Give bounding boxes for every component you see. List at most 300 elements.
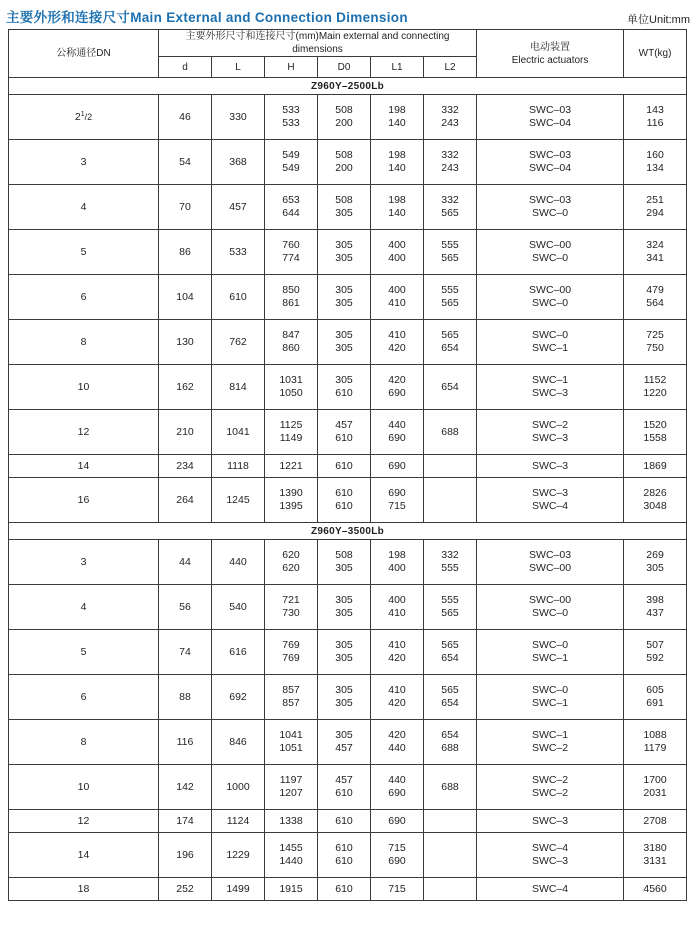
table-row: [9, 810, 687, 833]
cell-h: [265, 765, 318, 810]
cell-h-line: 850: [282, 284, 300, 296]
cell-d0-line: 305: [335, 562, 353, 574]
cell-act-line: SWC–0: [531, 607, 569, 619]
cell-l2: [424, 585, 477, 630]
cell-L: 533: [212, 230, 265, 275]
cell-l1-line: 420: [388, 729, 406, 741]
cell-wt-line: 750: [646, 342, 664, 354]
cell-wt: [624, 765, 687, 810]
cell-dn: [9, 140, 159, 185]
cell-h: [265, 675, 318, 720]
cell-act: [477, 95, 624, 140]
dn-value: 3: [80, 155, 87, 168]
cell-wt-line: 2708: [643, 814, 667, 827]
cell-l2-line: 565: [441, 329, 459, 341]
cell-act-line: SWC–0: [531, 329, 569, 341]
cell-l1: [371, 320, 424, 365]
cell-d: 46: [159, 95, 212, 140]
header-actuator-en: Electric actuators: [511, 54, 589, 66]
dn-value: 4: [80, 600, 87, 613]
cell-l1: [371, 765, 424, 810]
cell-l1-line: 715: [388, 500, 406, 512]
cell-h-line: 1207: [279, 787, 303, 799]
cell-act-line: SWC–1: [531, 652, 569, 664]
cell-l1-line: 400: [388, 239, 406, 251]
cell-h-line: 721: [282, 594, 300, 606]
cell-act: [477, 365, 624, 410]
cell-d: 88: [159, 675, 212, 720]
cell-h: [265, 365, 318, 410]
cell-l2: [424, 478, 477, 523]
cell-h-line: 1041: [279, 729, 303, 741]
cell-d: 142: [159, 765, 212, 810]
cell-h-line: 760: [282, 239, 300, 251]
cell-wt-line: 160: [646, 149, 664, 161]
cell-d0-line: 610: [335, 432, 353, 444]
cell-d0-line: 457: [335, 774, 353, 786]
cell-act-line: SWC–03: [529, 149, 572, 161]
cell-d0: [318, 95, 371, 140]
cell-l1: [371, 878, 424, 901]
cell-l2: [424, 275, 477, 320]
cell-act-line: SWC–3: [531, 387, 569, 399]
cell-dn: [9, 230, 159, 275]
cell-L: 814: [212, 365, 265, 410]
cell-wt-line: 691: [646, 697, 664, 709]
cell-l2-line: 654: [441, 342, 459, 354]
cell-L: 692: [212, 675, 265, 720]
cell-wt-line: 1520: [643, 419, 667, 431]
cell-h: [265, 720, 318, 765]
cell-wt: [624, 540, 687, 585]
cell-d0-line: 610: [335, 487, 353, 499]
cell-l1-line: 410: [388, 607, 406, 619]
cell-l1-line: 690: [388, 855, 406, 867]
cell-dn: [9, 765, 159, 810]
cell-l2-line: 565: [441, 684, 459, 696]
cell-d0-line: 305: [335, 652, 353, 664]
cell-l2-line: 688: [441, 425, 459, 438]
cell-wt: [624, 410, 687, 455]
cell-d0-line: 305: [335, 207, 353, 219]
cell-h: [265, 95, 318, 140]
cell-d: 86: [159, 230, 212, 275]
cell-h: [265, 185, 318, 230]
cell-d: 44: [159, 540, 212, 585]
dn-value: 8: [80, 735, 87, 748]
cell-d0: [318, 540, 371, 585]
cell-l1-line: 198: [388, 104, 406, 116]
table-row: [9, 185, 687, 230]
cell-d0-line: 610: [335, 814, 353, 827]
unit-label: 单位Unit:mm: [627, 14, 690, 26]
cell-l2: [424, 675, 477, 720]
cell-L: 457: [212, 185, 265, 230]
table-row: [9, 140, 687, 185]
cell-dn: [9, 410, 159, 455]
cell-h-line: 1915: [279, 882, 303, 895]
cell-l1-line: 410: [388, 684, 406, 696]
cell-l1-line: 140: [388, 207, 406, 219]
cell-l2-line: 565: [441, 252, 459, 264]
cell-act-line: SWC–2: [531, 419, 569, 431]
cell-l2: [424, 630, 477, 675]
cell-h-line: 730: [282, 607, 300, 619]
cell-h-line: 769: [282, 639, 300, 651]
dn-value: 6: [80, 690, 87, 703]
cell-act-line: SWC–0: [531, 639, 569, 651]
cell-h-line: 1125: [279, 419, 303, 431]
cell-d0: [318, 365, 371, 410]
cell-d0-line: 305: [335, 297, 353, 309]
cell-l1-line: 400: [388, 562, 406, 574]
cell-L: 1499: [212, 878, 265, 901]
cell-dn: [9, 275, 159, 320]
cell-l1-line: 410: [388, 329, 406, 341]
dn-value: 18: [77, 882, 90, 895]
cell-l1-line: 400: [388, 284, 406, 296]
cell-d: 74: [159, 630, 212, 675]
cell-wt-line: 269: [646, 549, 664, 561]
cell-act-line: SWC–4: [531, 842, 569, 854]
cell-wt-line: 1152: [643, 374, 667, 386]
cell-h-line: 857: [282, 684, 300, 696]
dn-value: 8: [80, 335, 87, 348]
cell-h-line: 1455: [279, 842, 303, 854]
cell-d0-line: 610: [335, 459, 353, 472]
cell-dn: [9, 185, 159, 230]
cell-h-line: 1390: [279, 487, 303, 499]
cell-wt: [624, 95, 687, 140]
cell-act: [477, 410, 624, 455]
cell-L: 610: [212, 275, 265, 320]
cell-d0-line: 305: [335, 239, 353, 251]
cell-d0-line: 305: [335, 729, 353, 741]
cell-d0: [318, 810, 371, 833]
cell-d0-line: 610: [335, 500, 353, 512]
cell-h-line: 620: [282, 562, 300, 574]
cell-d0-line: 305: [335, 594, 353, 606]
cell-h-line: 533: [282, 104, 300, 116]
table-row: [9, 455, 687, 478]
cell-l2: [424, 95, 477, 140]
cell-l2-line: 332: [441, 104, 459, 116]
cell-act-line: SWC–00: [529, 284, 572, 296]
dn-value: 14: [77, 848, 90, 861]
cell-wt: [624, 275, 687, 320]
cell-d: 264: [159, 478, 212, 523]
cell-act: [477, 878, 624, 901]
cell-d0-line: 610: [335, 855, 353, 867]
cell-wt-line: 305: [646, 562, 664, 574]
cell-h-line: 861: [282, 297, 300, 309]
cell-act-line: SWC–1: [531, 342, 569, 354]
cell-l2-line: 332: [441, 149, 459, 161]
cell-h: [265, 320, 318, 365]
table-row: [9, 630, 687, 675]
cell-h-line: 620: [282, 549, 300, 561]
cell-l1: [371, 140, 424, 185]
cell-wt-line: 2031: [643, 787, 667, 799]
cell-d: 130: [159, 320, 212, 365]
cell-wt-line: 324: [646, 239, 664, 251]
cell-l1-line: 410: [388, 297, 406, 309]
cell-l1-line: 140: [388, 162, 406, 174]
cell-wt-line: 1700: [643, 774, 667, 786]
cell-dn: [9, 878, 159, 901]
cell-wt: [624, 230, 687, 275]
dn-value: 12: [77, 425, 90, 438]
cell-d0-line: 457: [335, 742, 353, 754]
table-row: [9, 478, 687, 523]
dimension-table: [8, 29, 687, 901]
header-L1: L1: [371, 57, 424, 78]
cell-act-line: SWC–4: [531, 500, 569, 512]
cell-act: [477, 185, 624, 230]
cell-act-line: SWC–3: [531, 855, 569, 867]
cell-l2-line: 565: [441, 207, 459, 219]
table-row: [9, 95, 687, 140]
cell-h-line: 533: [282, 117, 300, 129]
cell-l1: [371, 410, 424, 455]
cell-l2: [424, 810, 477, 833]
dn-value: 14: [77, 459, 90, 472]
cell-wt: [624, 455, 687, 478]
cell-l1: [371, 675, 424, 720]
cell-act-line: SWC–0: [531, 297, 569, 309]
cell-wt: [624, 478, 687, 523]
cell-d0-line: 508: [335, 149, 353, 161]
cell-act-line: SWC–2: [531, 774, 569, 786]
cell-d0-line: 508: [335, 194, 353, 206]
cell-act-line: SWC–03: [529, 549, 572, 561]
cell-l1-line: 400: [388, 594, 406, 606]
cell-act: [477, 675, 624, 720]
dn-value: 10: [77, 380, 90, 393]
table-body: [9, 78, 687, 901]
cell-act: [477, 455, 624, 478]
cell-L: 762: [212, 320, 265, 365]
cell-act: [477, 765, 624, 810]
cell-wt: [624, 833, 687, 878]
section-row: [9, 78, 687, 95]
cell-l1-line: 690: [388, 387, 406, 399]
cell-l1-line: 715: [388, 882, 406, 895]
cell-h-line: 1440: [279, 855, 303, 867]
cell-l1: [371, 585, 424, 630]
cell-act-line: SWC–3: [531, 459, 569, 472]
cell-act-line: SWC–2: [531, 787, 569, 799]
cell-l1-line: 420: [388, 342, 406, 354]
cell-l1: [371, 478, 424, 523]
cell-act-line: SWC–04: [529, 117, 572, 129]
cell-wt-line: 116: [646, 117, 664, 129]
cell-wt: [624, 365, 687, 410]
cell-h-line: 644: [282, 207, 300, 219]
cell-d0: [318, 410, 371, 455]
cell-h-line: 1149: [279, 432, 303, 444]
cell-d0-line: 305: [335, 639, 353, 651]
cell-l1: [371, 230, 424, 275]
cell-l1-line: 410: [388, 639, 406, 651]
cell-d: 234: [159, 455, 212, 478]
cell-l2-line: 688: [441, 780, 459, 793]
cell-d0-line: 610: [335, 387, 353, 399]
cell-dn: [9, 95, 159, 140]
cell-d0-line: 305: [335, 342, 353, 354]
cell-l2-line: 555: [441, 562, 459, 574]
cell-wt: [624, 140, 687, 185]
header-wt: WT(kg): [624, 30, 687, 78]
section-row: [9, 523, 687, 540]
cell-wt-line: 725: [646, 329, 664, 341]
cell-dn: [9, 540, 159, 585]
cell-h: [265, 630, 318, 675]
header-d: d: [159, 57, 212, 78]
cell-l2: [424, 365, 477, 410]
cell-l1-line: 420: [388, 697, 406, 709]
cell-act: [477, 320, 624, 365]
cell-wt-line: 1088: [643, 729, 667, 741]
dn-value: 6: [80, 290, 87, 303]
cell-wt-line: 2826: [643, 487, 667, 499]
cell-dn: [9, 478, 159, 523]
cell-l1-line: 420: [388, 652, 406, 664]
cell-wt-line: 341: [646, 252, 664, 264]
header-dn: 公称通径DN: [9, 30, 159, 78]
cell-act: [477, 720, 624, 765]
cell-wt-line: 3048: [643, 500, 667, 512]
cell-wt-line: 479: [646, 284, 664, 296]
cell-d0: [318, 230, 371, 275]
cell-wt: [624, 810, 687, 833]
cell-act-line: SWC–04: [529, 162, 572, 174]
cell-l1-line: 198: [388, 194, 406, 206]
cell-wt: [624, 720, 687, 765]
cell-act-line: SWC–0: [531, 684, 569, 696]
cell-l1: [371, 810, 424, 833]
cell-d0: [318, 585, 371, 630]
cell-wt-line: 564: [646, 297, 664, 309]
cell-l2-line: 654: [441, 697, 459, 709]
cell-l1-line: 715: [388, 842, 406, 854]
cell-l2: [424, 410, 477, 455]
cell-act-line: SWC–00: [529, 239, 572, 251]
cell-h-line: 857: [282, 697, 300, 709]
header-H: H: [265, 57, 318, 78]
cell-h: [265, 140, 318, 185]
cell-wt-line: 605: [646, 684, 664, 696]
cell-d0: [318, 720, 371, 765]
cell-dn: [9, 810, 159, 833]
cell-l2-line: 565: [441, 639, 459, 651]
cell-l1: [371, 833, 424, 878]
cell-d0: [318, 275, 371, 320]
cell-l2-line: 654: [441, 380, 459, 393]
cell-l2-line: 654: [441, 729, 459, 741]
header-actuator-cn: 电动装置: [530, 41, 571, 53]
cell-d0-line: 457: [335, 419, 353, 431]
cell-l2-line: 243: [441, 162, 459, 174]
cell-act: [477, 275, 624, 320]
cell-L: 846: [212, 720, 265, 765]
cell-d0-line: 305: [335, 374, 353, 386]
cell-l1-line: 440: [388, 419, 406, 431]
table-row: [9, 833, 687, 878]
cell-L: 1245: [212, 478, 265, 523]
dn-value: 4: [80, 200, 87, 213]
cell-act: [477, 585, 624, 630]
cell-d: 162: [159, 365, 212, 410]
cell-wt-line: 1179: [643, 742, 667, 754]
table-row: [9, 540, 687, 585]
cell-d0-line: 305: [335, 607, 353, 619]
cell-l1: [371, 540, 424, 585]
cell-l1-line: 690: [388, 487, 406, 499]
cell-L: 1229: [212, 833, 265, 878]
cell-wt: [624, 585, 687, 630]
table-row: [9, 878, 687, 901]
cell-h: [265, 410, 318, 455]
cell-wt: [624, 185, 687, 230]
cell-act: [477, 833, 624, 878]
cell-d0: [318, 320, 371, 365]
cell-l2-line: 654: [441, 652, 459, 664]
cell-L: 368: [212, 140, 265, 185]
cell-wt: [624, 320, 687, 365]
cell-l2: [424, 185, 477, 230]
cell-l1: [371, 185, 424, 230]
cell-L: 1000: [212, 765, 265, 810]
cell-act-line: SWC–4: [531, 882, 569, 895]
cell-wt-line: 134: [646, 162, 664, 174]
header-L: L: [212, 57, 265, 78]
cell-act-line: SWC–1: [531, 374, 569, 386]
cell-L: 540: [212, 585, 265, 630]
cell-d: 196: [159, 833, 212, 878]
dn-value: 5: [80, 245, 87, 258]
cell-d0-line: 610: [335, 882, 353, 895]
cell-wt-line: 251: [646, 194, 664, 206]
header-D0: D0: [318, 57, 371, 78]
cell-h-line: 847: [282, 329, 300, 341]
cell-l1-line: 420: [388, 374, 406, 386]
header-actuator: [477, 30, 624, 78]
cell-L: 440: [212, 540, 265, 585]
cell-h: [265, 455, 318, 478]
cell-wt-line: 1220: [643, 387, 667, 399]
cell-l2: [424, 320, 477, 365]
table-row: [9, 365, 687, 410]
table-row: [9, 230, 687, 275]
cell-d0: [318, 675, 371, 720]
cell-d0: [318, 140, 371, 185]
cell-l2-line: 565: [441, 297, 459, 309]
cell-l2: [424, 230, 477, 275]
table-row: [9, 275, 687, 320]
cell-d0: [318, 630, 371, 675]
cell-d: 70: [159, 185, 212, 230]
cell-h-line: 1338: [279, 814, 303, 827]
cell-act-line: SWC–03: [529, 194, 572, 206]
section-title: Z960Y–2500Lb: [9, 78, 687, 95]
cell-h: [265, 585, 318, 630]
cell-act-line: SWC–03: [529, 104, 572, 116]
cell-l1-line: 690: [388, 432, 406, 444]
cell-h-line: 1051: [279, 742, 303, 754]
cell-l1: [371, 455, 424, 478]
cell-h-line: 860: [282, 342, 300, 354]
